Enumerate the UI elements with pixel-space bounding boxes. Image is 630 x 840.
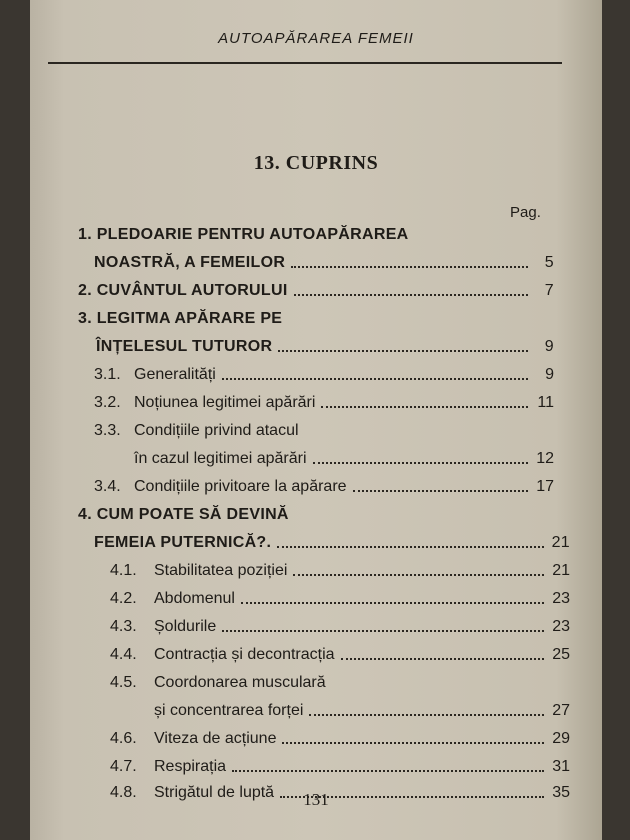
toc-entry-page: 31 <box>552 758 570 775</box>
toc-entry-title: în cazul legitimei apărări <box>134 450 307 467</box>
toc-entry-page: 12 <box>536 450 554 467</box>
toc-entry-page: 29 <box>552 730 570 747</box>
leader-dots <box>353 490 528 492</box>
leader-dots <box>294 294 528 296</box>
toc-entry-page: 11 <box>537 394 554 411</box>
chapter-title: 13. CUPRINS <box>253 152 379 174</box>
toc-entry-page: 27 <box>552 702 570 719</box>
toc-entry-title: Condițiile privind atacul <box>134 422 299 439</box>
toc-entry <box>134 444 554 468</box>
book-page <box>30 0 602 840</box>
toc-entry-number: 3.2. <box>94 394 121 411</box>
toc-entry-page: 9 <box>545 366 554 383</box>
toc-entry <box>110 612 570 636</box>
toc-entry-page: 9 <box>544 338 554 355</box>
leader-dots <box>278 350 528 352</box>
toc-entry-page: 21 <box>551 534 570 551</box>
toc-entry-title: Coordonarea musculară <box>154 674 326 691</box>
toc-entry-title: Respirația <box>154 758 227 775</box>
leader-dots <box>277 546 544 548</box>
toc-entry-title: Stabilitatea poziției <box>154 562 288 579</box>
toc-entry-number: 3.4. <box>94 478 121 495</box>
toc-entry-title: PLEDOARIE PENTRU AUTOAPĂRAREA <box>96 226 409 243</box>
toc-entry-page: 35 <box>552 784 570 801</box>
toc-entry-title: Contracția și decontracția <box>154 646 335 663</box>
toc-entry <box>94 248 554 272</box>
toc-entry <box>94 388 554 412</box>
header-divider <box>48 62 562 64</box>
leader-dots <box>232 770 544 772</box>
leader-dots <box>291 266 528 268</box>
leader-dots <box>241 602 544 604</box>
toc-entry-number: 4.8. <box>110 784 137 801</box>
toc-entry-title: NOASTRĂ, A FEMEILOR <box>94 254 286 271</box>
running-header: AUTOAPĂRAREA FEMEII <box>218 30 414 47</box>
toc-entry-page: 23 <box>552 590 570 607</box>
toc-entry-page: 21 <box>552 562 570 579</box>
toc-entry-title: CUVÂNTUL AUTORULUI <box>96 282 288 299</box>
toc-entry-title: Strigătul de luptă <box>154 784 275 801</box>
toc-entry <box>110 584 570 608</box>
toc-entry-title: Generalități <box>134 366 216 383</box>
toc-entry <box>110 640 570 664</box>
toc-entry-title: Noțiunea legitimei apărări <box>134 394 316 411</box>
toc-entry-title: Șoldurile <box>154 618 217 635</box>
page-number: 131 <box>303 790 329 809</box>
toc-entry-number: 4.5. <box>110 674 137 691</box>
toc-entry-title: FEMEIA PUTERNICĂ?. <box>94 534 272 551</box>
toc-entry-number: 4.2. <box>110 590 137 607</box>
toc-entry-title: Viteza de acțiune <box>154 730 277 747</box>
toc-entry-number: 3.1. <box>94 366 121 383</box>
toc-entry <box>78 304 548 328</box>
toc-entry-number: 4. <box>78 506 92 523</box>
leader-dots <box>341 658 544 660</box>
toc-entry <box>110 556 570 580</box>
toc-entry <box>78 220 548 244</box>
toc-entry <box>78 500 548 524</box>
page-column-label: Pag. <box>510 204 541 221</box>
toc-entry <box>94 360 554 384</box>
toc-entry-title: LEGITMA APĂRARE PE <box>96 310 283 327</box>
toc-entry-page: 7 <box>544 282 554 299</box>
toc-entry <box>110 752 570 776</box>
toc-entry <box>94 528 570 552</box>
leader-dots <box>313 462 528 464</box>
toc-entry <box>94 416 554 440</box>
leader-dots <box>282 742 544 744</box>
toc-entry-number: 4.3. <box>110 618 137 635</box>
leader-dots <box>293 574 544 576</box>
toc-entry-title: Abdomenul <box>154 590 235 607</box>
toc-entry-number: 4.4. <box>110 646 137 663</box>
toc-entry <box>78 276 554 300</box>
toc-entry-number: 3. <box>78 310 92 327</box>
toc-entry <box>110 668 570 692</box>
toc-entry-number: 4.7. <box>110 758 137 775</box>
toc-entry-title: ÎNȚELESUL TUTUROR <box>96 338 273 355</box>
toc-entry <box>154 696 570 720</box>
toc-entry-number: 4.1. <box>110 562 137 579</box>
toc-entry <box>94 472 554 496</box>
leader-dots <box>321 406 528 408</box>
toc-entry-title: CUM POATE SĂ DEVINĂ <box>96 506 289 523</box>
toc-entry-title: și concentrarea forței <box>154 702 304 719</box>
toc-entry-page: 17 <box>536 478 554 495</box>
leader-dots <box>222 378 528 380</box>
leader-dots <box>222 630 544 632</box>
toc-entry-number: 4.6. <box>110 730 137 747</box>
toc-entry-number: 3.3. <box>94 422 121 439</box>
toc-entry-page: 23 <box>552 618 570 635</box>
toc-entry-page: 5 <box>544 254 554 271</box>
toc-entry <box>110 724 570 748</box>
toc-entry-number: 1. <box>78 226 92 243</box>
toc-entry-number: 2. <box>78 282 92 299</box>
toc-entry-page: 25 <box>552 646 570 663</box>
leader-dots <box>309 714 544 716</box>
toc-entry-title: Condițiile privitoare la apărare <box>134 478 347 495</box>
toc-entry <box>96 332 554 356</box>
